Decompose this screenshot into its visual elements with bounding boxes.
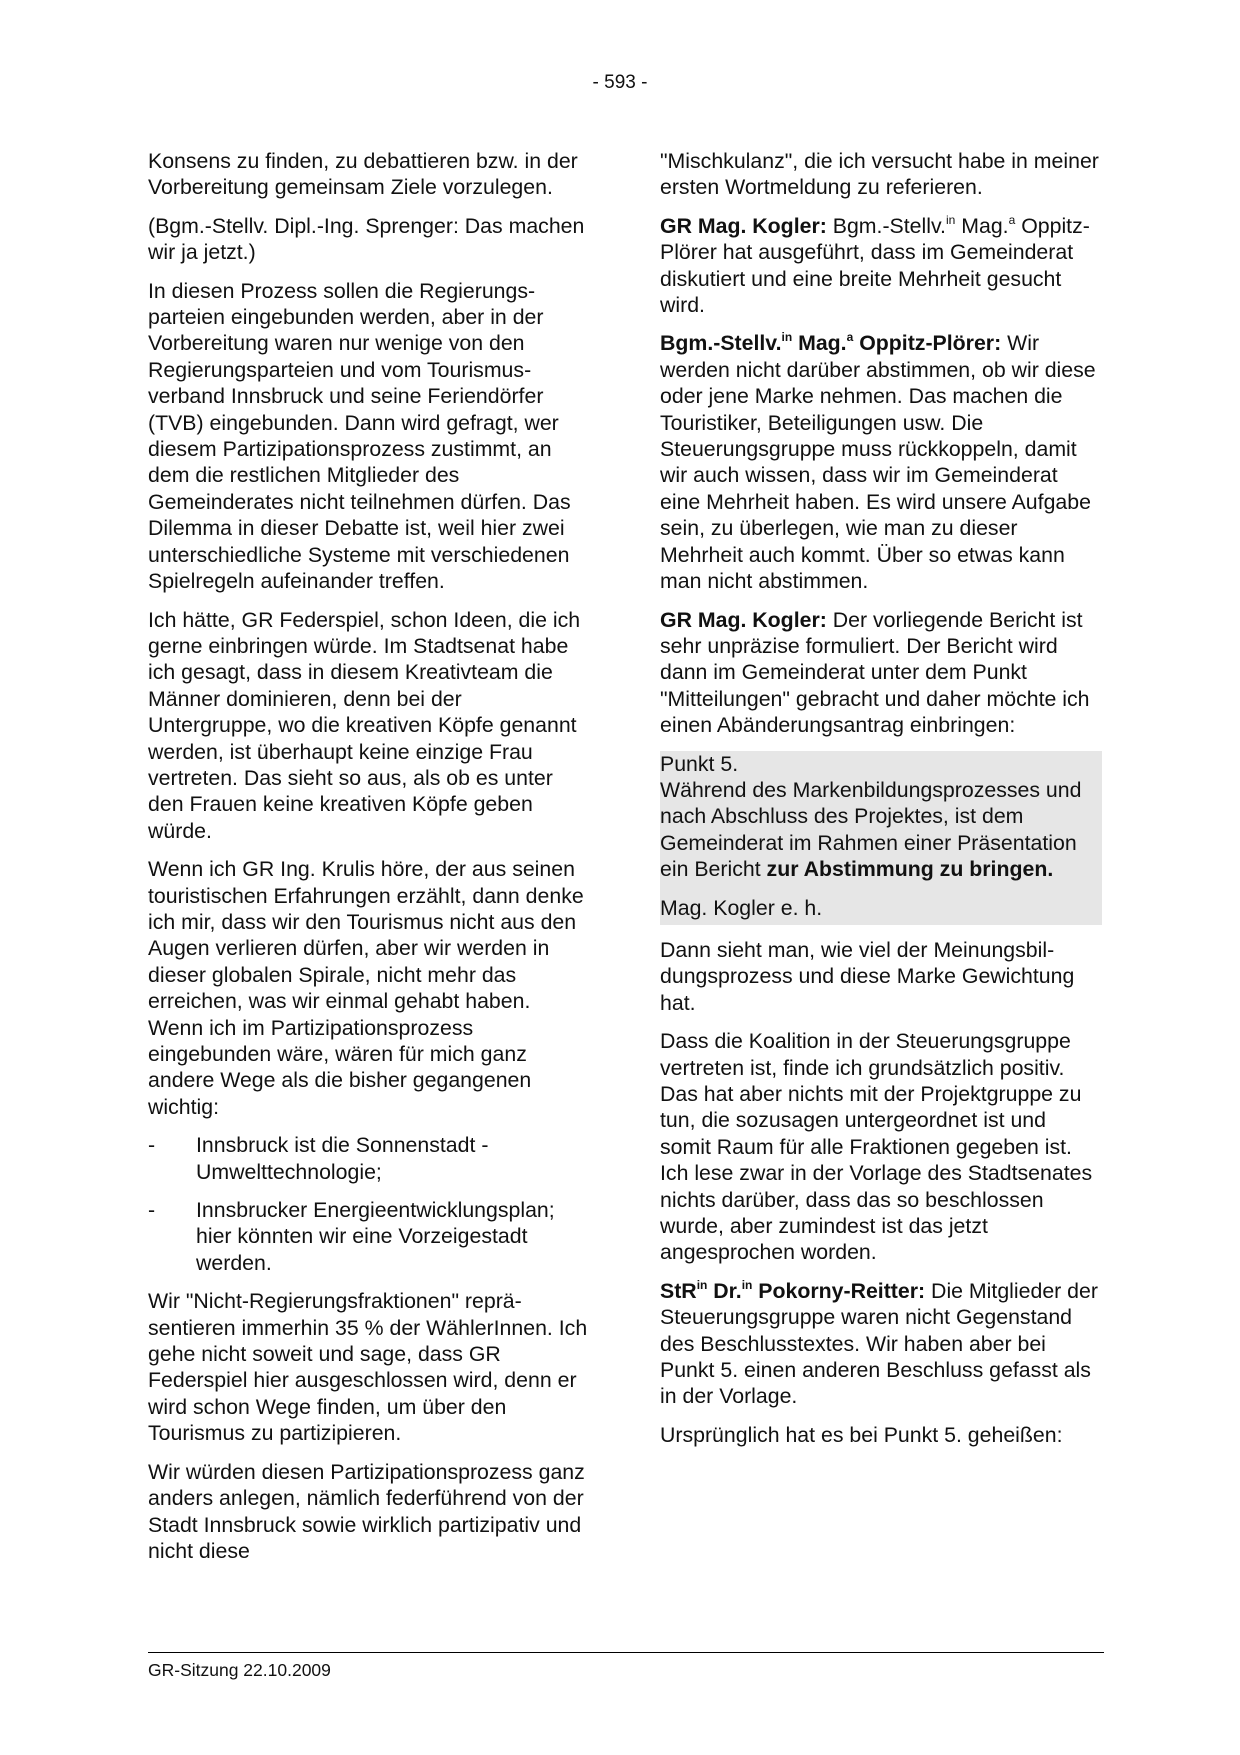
speaker-name: GR Mag. Kogler: [660, 213, 827, 238]
speech-kogler-1 [660, 213, 1102, 319]
speaker-name [660, 331, 1001, 355]
speaker-name-part: Mag. [792, 331, 847, 356]
speech-text: Die Mitglieder der Steuerungsgruppe waren nicht Gegenstand des Beschlusstextes. Wir haben aber bei Punkt 5. einen anderen Beschluss gefasst als in der Vorlage. [660, 1278, 1098, 1409]
speech-pokorny-reitter [660, 1278, 1102, 1410]
speaker-name: GR Mag. Kogler: [660, 607, 827, 632]
page-number: - 593 - [592, 72, 648, 93]
motion-emphasis: zur Abstimmung zu bringen. [766, 857, 1054, 882]
footer-divider [148, 1652, 1104, 1653]
motion-text [660, 777, 1102, 883]
speech-text: Oppitz-Plörer hat ausgeführt, dass im Gemeinderat diskutiert und eine breite Mehrheit gesucht wird. [660, 213, 1090, 318]
motion-heading: Punkt 5. [660, 751, 739, 776]
paragraph: Wir "Nicht-Regierungsfraktionen" repräsentieren immerhin 35 % der WählerInnen. Ich gehe nicht soweit und sage, dass GR Federspiel hier ausgeschlossen wird, denn er wird schon Wege finden, um über den Tourismus zu partizipieren. [148, 1289, 588, 1446]
speaker-name-part: Dr. [707, 1278, 742, 1303]
paragraph: Ursprünglich hat es bei Punkt 5. geheißen: [660, 1422, 1063, 1447]
bullet-dash: - [148, 1133, 156, 1158]
speaker-name-part: Pokorny-Reitter: [752, 1278, 926, 1303]
list-item [148, 1132, 588, 1185]
left-column [148, 148, 588, 1576]
speech-oppitz-ploerer [660, 330, 1102, 594]
bullet-dash: - [148, 1198, 156, 1223]
speech-text: Der vorliegende Bericht ist sehr unpräzise formuliert. Der Bericht wird dann im Gemeinderat unter dem Punkt "Mitteilungen" gebracht und daher möchte ich einen Abänderungsantrag einbringen: [660, 607, 1090, 738]
motion-signature: Mag. Kogler e. h. [660, 895, 823, 920]
superscript: in [945, 212, 956, 227]
footer-session-date: GR-Sitzung 22.10.2009 [148, 1660, 331, 1680]
superscript: in [781, 330, 793, 345]
speaker-name-part: StR [660, 1278, 697, 1303]
superscript: a [1008, 212, 1016, 227]
paragraph: Wir würden diesen Partizipationsprozess ganz anders anlegen, nämlich federführend von der Stadt Innsbruck sowie wirklich partizipativ und nicht diese [148, 1459, 585, 1563]
list-item [148, 1197, 588, 1276]
paragraph: Wenn ich GR Ing. Krulis höre, der aus seinen touristischen Erfahrungen erzählt, dann denke ich mir, dass wir den Tourismus nicht aus den Augen verlieren dürfen, aber wir werden in dieser globalen Spirale, nicht mehr das erreichen, was wir einmal gehabt haben. Wenn ich im Partizipationsprozess eingebunden wäre, wären für mich ganz andere Wege als die bisher gegangenen wichtig: [148, 857, 584, 1119]
speaker-name-part: Oppitz-Plörer: [853, 331, 1002, 356]
speech-text: Wir werden nicht darüber abstimmen, ob wir diese oder jene Marke nehmen. Das machen die Touristiker, Beteiligungen usw. Die Steuerungsgruppe muss rückkoppeln, damit wir auch wissen, dass wir im Gemeinderat eine Mehrheit haben. Es wird unsere Aufgabe sein, zu überlegen, wie man zu dieser Mehrheit auch kommt. Über so etwas kann man nicht abstimmen. [660, 331, 1096, 594]
speech-text: Mag. [955, 213, 1009, 238]
superscript: a [846, 330, 854, 345]
paragraph: In diesen Prozess sollen die Regierungsparteien eingebunden werden, aber in der Vorbereitung waren nur wenige von den Regierungsparteien und vom Tourismusverband Innsbruck und seine Feriendörfer (TVB) eingebunden. Dann wird gefragt, wer diesem Partizipationsprozess zustimmt, an dem die restlichen Mitglieder des Gemeinderates nicht teilnehmen dürfen. Das Dilemma in dieser Debatte ist, weil hier zwei unterschiedliche Systeme mit verschiedenen Spielregeln aufeinander treffen. [148, 278, 571, 594]
speech-text: Bgm.-Stellv. [826, 213, 946, 238]
paragraph: Dann sieht man, wie viel der Meinungsbildungsprozess und diese Marke Gewichtung hat. [660, 937, 1075, 1015]
motion-body: Während des Markenbildungsprozesses und nach Abschluss des Projektes, ist dem Gemeinderat im Rahmen einer Präsentation ein Bericht [660, 777, 1082, 882]
list-item-text: Innsbruck ist die Sonnenstadt - Umwelttechnologie; [196, 1133, 489, 1184]
paragraph: "Mischkulanz", die ich versucht habe in meiner ersten Wortmeldung zu referieren. [660, 149, 1099, 200]
speaker-name-part: Bgm.-Stellv. [660, 331, 782, 356]
superscript: in [696, 1277, 708, 1292]
paragraph: Dass die Koalition in der Steuerungsgruppe vertreten ist, finde ich grundsätzlich positiv. Das hat aber nichts mit der Projektgruppe zu tun, die sozusagen untergeordnet ist und somit Raum für alle Fraktionen gegeben ist. Ich lese zwar in der Vorlage des Stadtsenates nichts darüber, dass das so beschlossen wurde, aber zumindest ist das jetzt angesprochen worden. [660, 1029, 1093, 1265]
speech-kogler-2 [660, 607, 1102, 739]
right-column [660, 148, 1102, 1460]
interjection: (Bgm.-Stellv. Dipl.-Ing. Sprenger: Das machen wir ja jetzt.) [148, 213, 585, 265]
speaker-name [660, 1279, 925, 1303]
paragraph: Konsens zu finden, zu debattieren bzw. in der Vorbereitung gemeinsam Ziele vorzulegen. [148, 149, 578, 200]
paragraph: Ich hätte, GR Federspiel, schon Ideen, die ich gerne einbringen würde. Im Stadtsenat habe ich gesagt, dass in diesem Kreativteam die Männer dominieren, denn bei der Untergruppe, wo die kreativen Köpfe genannt werden, ist überhaupt keine einzige Frau vertreten. Das sieht so aus, als ob es unter den Frauen keine kreativen Köpfe geben würde. [148, 607, 581, 843]
superscript: in [741, 1277, 753, 1292]
list-item-text: Innsbrucker Energieentwicklungsplan; hier könnten wir eine Vorzeigestadt werden. [196, 1198, 555, 1275]
amendment-motion-box [660, 751, 1102, 925]
